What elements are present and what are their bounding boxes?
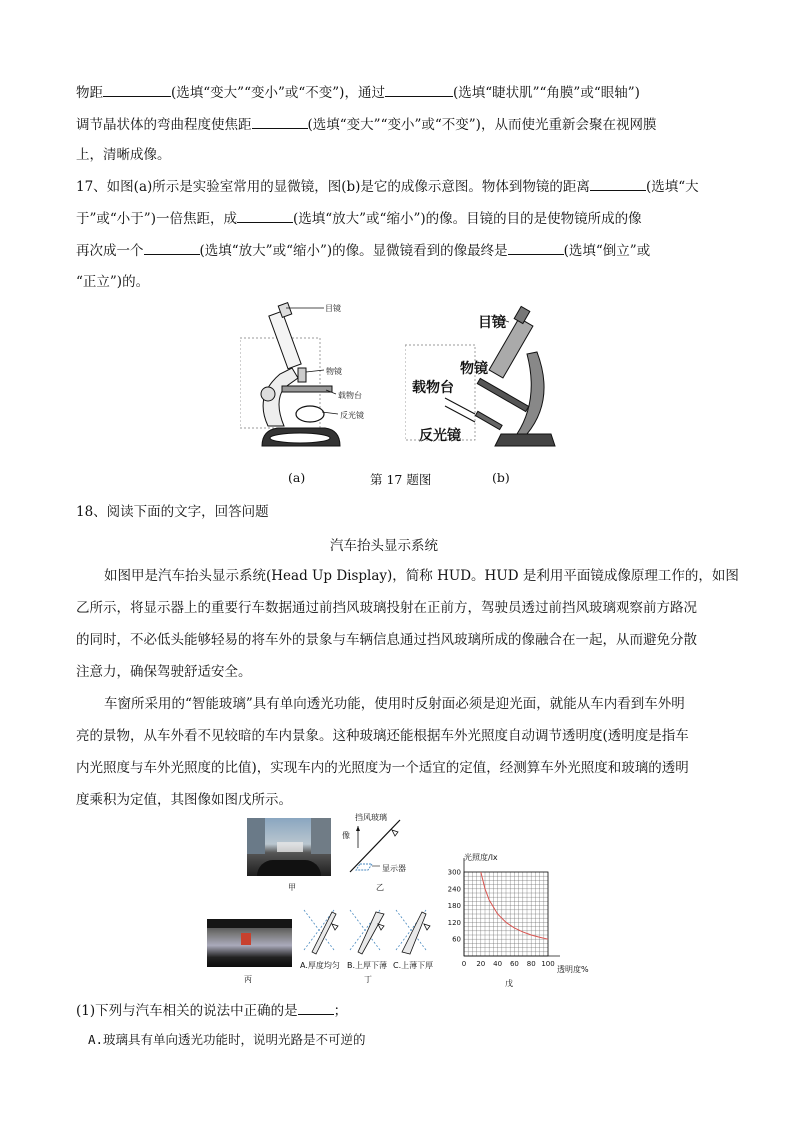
label-objective-b: 物镜: [460, 361, 488, 377]
label-ding-c: C.上薄下厚: [393, 961, 434, 970]
chart-y-tick-label: 240: [447, 885, 461, 894]
label-stage-a: 载物台: [338, 391, 362, 400]
answer-blank[interactable]: [385, 82, 453, 97]
illuminance-transparency-chart: [440, 850, 596, 976]
figure-label-b: (b): [492, 470, 510, 485]
answer-blank[interactable]: [252, 114, 308, 129]
label-eyepiece-a: 目镜: [325, 304, 341, 313]
article-title: 汽车抬头显示系统: [330, 538, 438, 554]
chart-y-tick-label: 120: [447, 918, 461, 927]
label-ding-b: B.上厚下薄: [347, 961, 388, 970]
text-line-2: 调节晶状体的弯曲程度使焦距 (选填“变大”“变小”或“不变”)，从而使光重新会聚在视网膜: [76, 114, 656, 135]
label-objective-a: 物镜: [326, 367, 342, 376]
label-windshield: 挡风玻璃: [355, 813, 387, 822]
para1-line-2: 乙所示，将显示器上的重要行车数据通过前挡风玻璃投射在正前方，驾驶员透过前挡风玻璃观察前方路况: [76, 600, 697, 616]
photo-windshield-view: [207, 919, 292, 967]
answer-blank[interactable]: [508, 240, 564, 255]
para1-line-1: 如图甲是汽车抬头显示系统(Head Up Display)，简称 HUD。HUD 是利用平面镜成像原理工作的，如图: [104, 568, 739, 584]
chart-y-tick-label: 300: [447, 868, 461, 877]
chart-y-tick-label: 60: [452, 935, 461, 944]
chart-y-tick-label: 180: [447, 902, 461, 911]
hud-windshield-diagram: [336, 814, 420, 876]
glass-thickness-diagrams: [298, 906, 438, 958]
para2-line-2: 亮的景物，从车外看不见较暗的车内景象。这种玻璃还能根据车外光照度自动调节透明度(透明度是指车: [76, 728, 689, 744]
label-bing: 丙: [244, 975, 252, 984]
label-jia: 甲: [288, 883, 296, 892]
chart-x-tick-label: 40: [493, 960, 503, 968]
answer-blank[interactable]: [103, 82, 171, 97]
para1-line-4: 注意力，确保驾驶舒适安全。: [76, 664, 252, 680]
option-a: A.玻璃具有单向透光功能时，说明光路是不可逆的: [88, 1032, 366, 1047]
para2-line-4: 度乘积为定值，其图像如图戊所示。: [76, 792, 292, 808]
label-stage-b: 载物台: [412, 380, 454, 396]
label-mirror-b: 反光镜: [419, 428, 461, 444]
microscope-figure-a: [240, 298, 400, 458]
subquestion-1: (1)下列与汽车相关的说法中正确的是 ；: [76, 1000, 347, 1021]
answer-blank[interactable]: [144, 240, 200, 255]
text-line-1: 物距 (选填“变大”“变小”或“不变”)，通过 (选填“睫状肌”“角膜”或“眼轴”): [76, 82, 640, 103]
chart-x-tick-label: 100: [541, 960, 555, 968]
answer-blank[interactable]: [298, 1000, 334, 1015]
photo-hud-dashboard: [247, 818, 331, 876]
para2-line-3: 内光照度与车外光照度的比值)，实现车内的光照度为一个适宜的定值，经测算车外光照度和玻璃的透明: [76, 760, 689, 776]
label-ding-a: A.厚度均匀: [300, 961, 340, 970]
q17-line-4: “正立”)的。: [76, 274, 150, 290]
label-display: 显示器: [382, 864, 406, 873]
label-eyepiece-b: 目镜: [478, 315, 506, 331]
q17-line-2: 于”或“小于”)一倍焦距，成 (选填“放大”或“缩小”)的像。目镜的目的是使物镜所成的像: [76, 208, 642, 229]
q17-line-1: 17、如图(a)所示是实验室常用的显微镜，图(b)是它的成像示意图。物体到物镜的距离 (选填“大: [76, 176, 699, 197]
chart-x-tick-label: 80: [526, 960, 536, 968]
label-mirror-a: 反光镜: [340, 411, 364, 420]
para2-line-1: 车窗所采用的“智能玻璃”具有单向透光功能，使用时反射面必须是迎光面，就能从车内看到车外明: [104, 696, 685, 712]
figure17-caption: 第 17 题图: [370, 472, 432, 487]
chart-xlabel: 透明度%: [557, 965, 589, 974]
chart-x-tick-label: 20: [476, 960, 486, 968]
chart-ylabel: 光照度/lx: [464, 853, 498, 862]
figure-label-a: (a): [288, 470, 306, 485]
text-line-3: 上，清晰成像。: [76, 147, 171, 163]
q17-line-3: 再次成一个 (选填“放大”或“缩小”)的像。显微镜看到的像最终是 (选填“倒立”或: [76, 240, 650, 261]
label-wu: 戊: [505, 979, 513, 988]
q18-heading: 18、阅读下面的文字，回答问题: [76, 504, 269, 520]
chart-x-tick-label: 0: [461, 960, 467, 968]
label-ding: 丁: [364, 975, 372, 984]
chart-x-tick-label: 60: [509, 960, 519, 968]
answer-blank[interactable]: [590, 176, 646, 191]
label-image: 像: [342, 831, 350, 840]
para1-line-3: 的同时，不必低头能够轻易的将车外的景象与车辆信息通过挡风玻璃所成的像融合在一起，从而避免分散: [76, 632, 697, 648]
label-yi: 乙: [376, 883, 384, 892]
answer-blank[interactable]: [237, 208, 293, 223]
